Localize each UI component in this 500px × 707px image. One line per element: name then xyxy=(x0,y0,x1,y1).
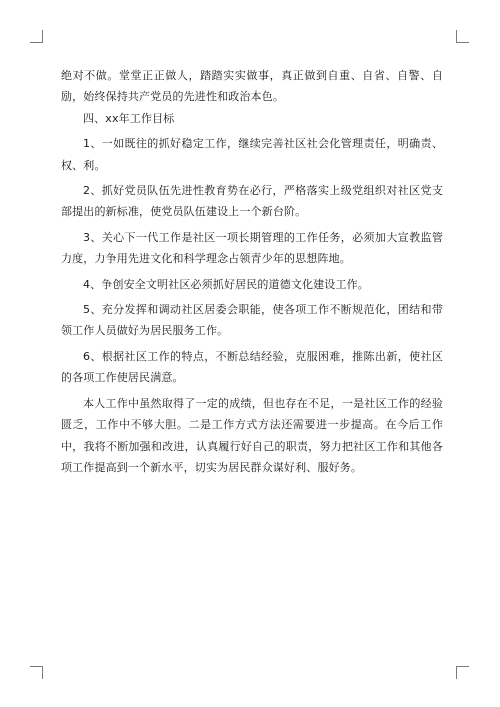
crop-mark-bottom-right xyxy=(456,666,469,679)
goal-item-1: 1、一如既往的抓好稳定工作，继续完善社区社会化管理责任，明确责、权、利。 xyxy=(61,137,443,172)
crop-mark-top-right xyxy=(456,30,469,43)
paragraph-self-assessment: 本人工作中虽然取得了一定的成绩，但也存在不足，一是社区工作的经验匮乏，工作中不够大胆。二是工作方式方法还需要进一步提高。在今后工作中，我将不断加强和改进，认真履行好自己的职责，努力把社区工作和其他各项工作提高到一个新水平，切实为居民群众谋好利、服好务。 xyxy=(61,396,443,474)
goal-item-4: 4、争创安全文明社区必须抓好居民的道德文化建设工作。 xyxy=(83,277,369,291)
goal-item-2: 2、抓好党员队伍先进性教育势在必行，严格落实上级党组织对社区党支部提出的新标准，使党员队伍建设上一个新台阶。 xyxy=(61,184,443,219)
crop-mark-bottom-left xyxy=(30,666,43,679)
goal-item-3: 3、关心下一代工作是社区一项长期管理的工作任务，必须加大宣教监管力度，力争用先进文化和科学理念占领青少年的思想阵地。 xyxy=(61,230,443,266)
goal-item-6: 6、根据社区工作的特点，不断总结经验，克服困难，推陈出新，使社区的各项工作使居民满意。 xyxy=(61,349,443,385)
document-body xyxy=(61,65,443,478)
crop-mark-top-left xyxy=(30,30,43,43)
paragraph-continuation: 绝对不做。堂堂正正做人，踏踏实实做事，真正做到自重、自省、自警、自励，始终保持共产党员的先进性和政治本色。 xyxy=(61,69,443,104)
goal-item-5: 5、充分发挥和调动社区居委会职能，使各项工作不断规范化，团结和带领工作人员做好为居民服务工作。 xyxy=(61,303,443,338)
section-heading-goals: 四、xx年工作目标 xyxy=(83,111,175,125)
